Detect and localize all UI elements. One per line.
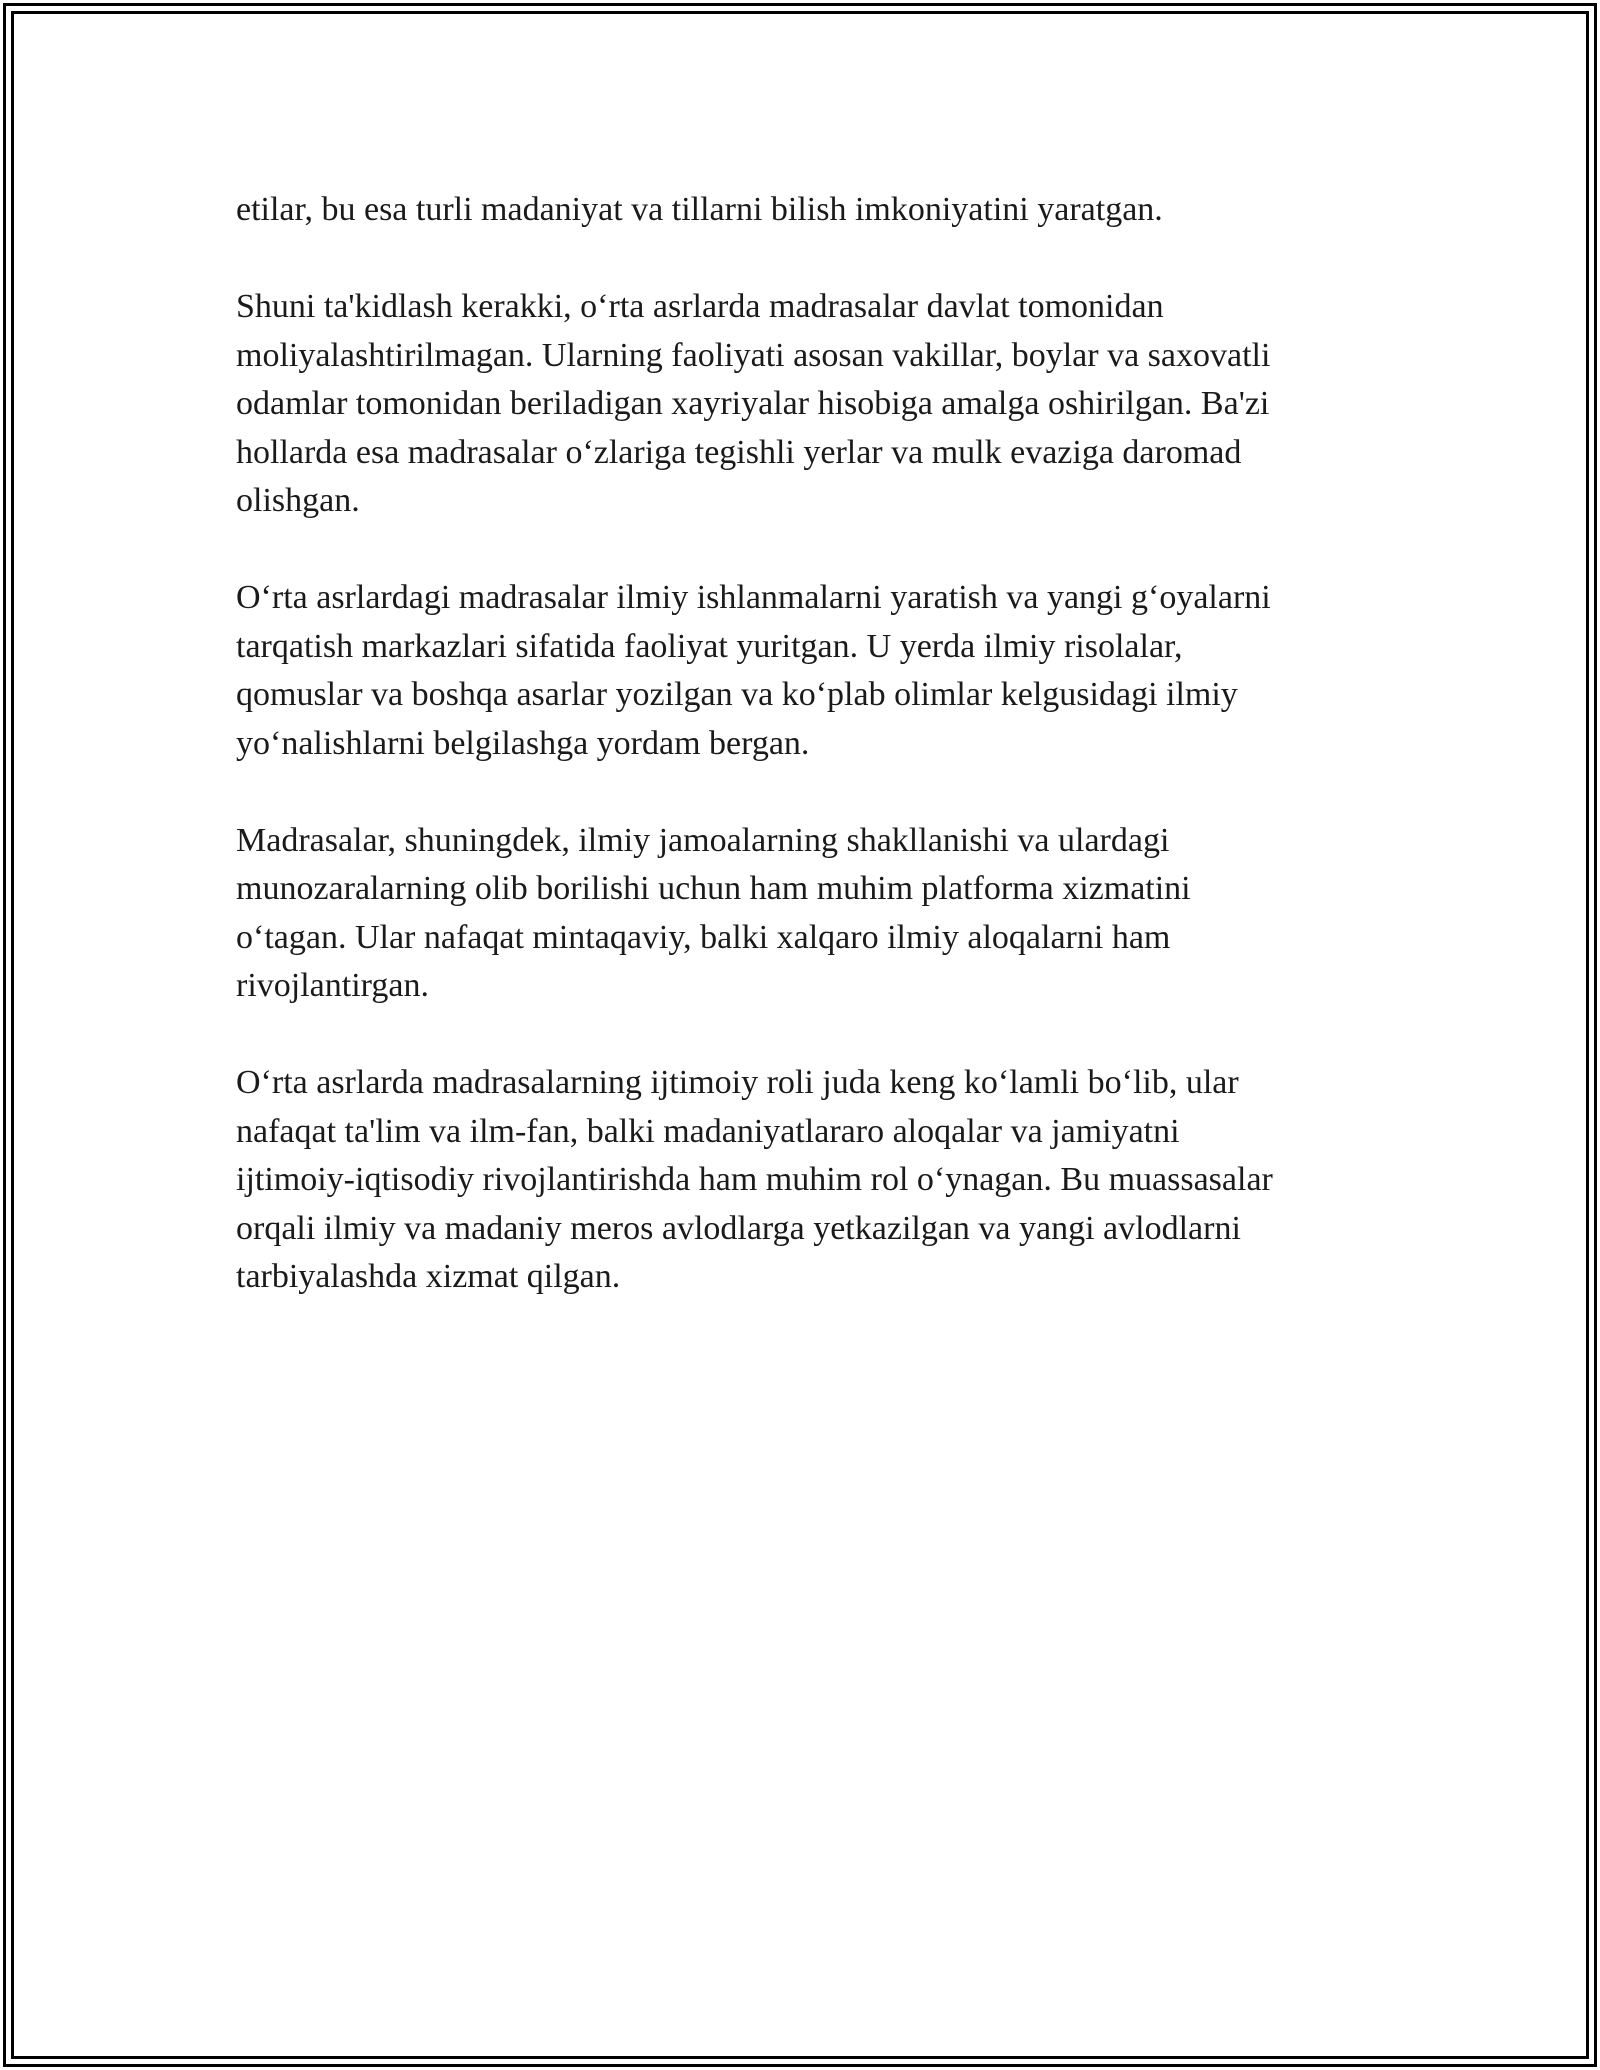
paragraph-4: Madrasalar, shuningdek, ilmiy jamoalarning shakllanishi va ulardagi munozaralarning olib borilishi uchun ham muhim platforma xizmatini o‘tagan. Ular nafaqat mintaqaviy, balki xalqaro ilmiy aloqalarni ham rivojlantirgan. xyxy=(236,821,1191,1004)
paragraph-2: Shuni ta'kidlash kerakki, o‘rta asrlarda madrasalar davlat tomonidan moliyalashtirilmagan. Ularning faoliyati asosan vakillar, boylar va saxovatli odamlar tomonidan beriladigan xayriyalar hisobiga amalga oshirilgan. Ba'zi hollarda esa madrasalar o‘zlariga tegishli yerlar va mulk evaziga daromad olishgan. xyxy=(236,288,1271,519)
paragraph-5: O‘rta asrlarda madrasalarning ijtimoiy roli juda keng ko‘lamli bo‘lib, ular nafaqat ta'lim va ilm-fan, balki madaniyatlararo aloqalar va jamiyatni ijtimoiy-iqtisodiy rivojlantirishda ham muhim rol o‘ynagan. Bu muassasalar orqali ilmiy va madaniy meros avlodlarga yetkazilgan va yangi avlodlarni tarbiyalashda xizmat qilgan. xyxy=(236,1064,1273,1295)
paragraph-3: O‘rta asrlardagi madrasalar ilmiy ishlanmalarni yaratish va yangi g‘oyalarni tarqatish markazlari sifatida faoliyat yuritgan. U yerda ilmiy risolalar, qomuslar va boshqa asarlar yozilgan va ko‘plab olimlar kelgusidagi ilmiy yo‘nalishlarni belgilashga yordam bergan. xyxy=(236,579,1271,762)
paragraph-1: etilar, bu esa turli madaniyat va tillarni bilish imkoniyatini yaratgan. xyxy=(236,191,1163,228)
document-body xyxy=(236,186,1366,1350)
